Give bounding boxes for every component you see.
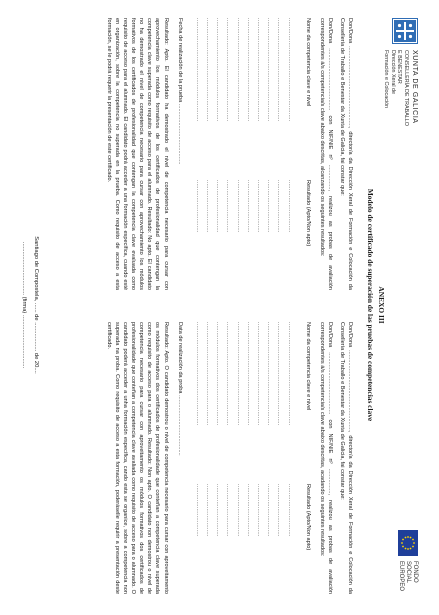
table-row: ........................................................... bbox=[194, 322, 201, 426]
test-date-line: Data de realización da proba ....................................... bbox=[176, 322, 183, 456]
table-row: ........................................................... bbox=[245, 322, 252, 426]
place-date-line: Santiago de Compostela, ...... de .................. de 20.... bbox=[33, 236, 39, 374]
annex-label: ANEXO III bbox=[377, 286, 386, 324]
table-row: ........................................................... bbox=[215, 18, 222, 122]
candidate-paragraph: Don/Dona ........................................ con NIF/NIE nº ................, realizou as probas de avaliación correspondentes á/s competencia/s clave abaixo descritas, alcanzando os seguintes resultados: bbox=[318, 18, 333, 290]
xunta-line: CONSELLERÍA DE TRABALLO bbox=[403, 50, 410, 126]
eu-flag-icon bbox=[398, 530, 418, 556]
result-cell: .............................. bbox=[225, 484, 232, 537]
result-cell: .............................. bbox=[215, 180, 222, 233]
table-row: ........................................................... bbox=[194, 18, 201, 122]
table-row: ........................................................... bbox=[266, 18, 273, 122]
table-row: ........................................................... bbox=[286, 322, 293, 426]
table-header-result: Resultado (Apto/Non apto) bbox=[304, 180, 311, 247]
result-cell: .............................. bbox=[286, 484, 293, 537]
table-header-result: Resultado (Apto/Non apto) bbox=[304, 484, 311, 551]
result-cell: .............................. bbox=[194, 484, 201, 537]
table-row: ........................................................... bbox=[276, 322, 283, 426]
result-cell: .............................. bbox=[286, 180, 293, 233]
xunta-line: Dirección Xeral de bbox=[389, 50, 396, 95]
xunta-line: E BENESTAR bbox=[396, 50, 403, 84]
certificate-column-right bbox=[99, 322, 354, 594]
result-cell: .............................. bbox=[194, 180, 201, 233]
xunta-logo bbox=[384, 18, 420, 128]
fse-line: FONDO bbox=[412, 561, 418, 583]
fse-line: SOCIAL bbox=[405, 561, 412, 584]
result-cell: .............................. bbox=[205, 484, 212, 537]
result-cell: .............................. bbox=[276, 180, 283, 233]
test-date-line: Fecha de realización de la prueba ....................................... bbox=[176, 18, 183, 165]
table-row: ........................................................... bbox=[215, 322, 222, 426]
result-cell: .............................. bbox=[256, 484, 262, 537]
result-cell: .............................. bbox=[245, 484, 252, 537]
table-header-name: Nome da competencia clave e nivel bbox=[304, 18, 311, 107]
fse-logo bbox=[384, 530, 420, 600]
candidate-paragraph: Don/Dona ........................................ con NIF/NIE nº ................, realizou as probas de avaliación correspondentes á/s competencia/s clave abaixo descritas, acadando os seguintes resultados: bbox=[318, 322, 333, 594]
table-row: ........................................................... bbox=[235, 18, 242, 122]
signature-line: ................................. (firma) ................................. bbox=[20, 241, 27, 369]
result-cell: .............................. bbox=[215, 484, 222, 537]
document-title: Modelo de certificado de superación de las pruebas de competencias clave bbox=[366, 188, 375, 422]
certificate-column-left bbox=[99, 18, 354, 290]
signature-block bbox=[19, 10, 40, 600]
result-cell: .............................. bbox=[225, 180, 232, 233]
table-row: ........................................................... bbox=[225, 322, 232, 426]
result-cell: .............................. bbox=[235, 484, 242, 537]
table-row: ........................................................... bbox=[205, 18, 212, 122]
fse-line: EUROPEO bbox=[398, 561, 405, 592]
table-header-name: Nome da competencia clave e nivel bbox=[304, 322, 311, 411]
table-row: ........................................................... bbox=[286, 18, 293, 122]
result-cell: .............................. bbox=[276, 484, 283, 537]
table-row: ........................................................... bbox=[266, 322, 273, 426]
result-explanation: Resultado: Apto. O candidato demostrou o nivel de competencia necesario para cursar con aproveitamento os módulos formativos dos certificados de profesionalidade que conteñan a competencia clave superada como requisito de acceso para o alumnado. Resultado: Non apto. O candidato non demostrou o nivel de competencia necesario para cursar con aproveitamento os módulos formativos dos certificados de profesionalidade que conteñan a competencia clave avaliada como requisito de acceso para o alumnado. O candidato poderá acceder a unha formación específica, cando esta se organice, sobre a competencia non superada na proba. Como requisito de acceso a esta formación, poderáselle requirir a presentación deste certificado. bbox=[105, 322, 169, 594]
table-row: ........................................................... bbox=[256, 322, 262, 426]
competence-table bbox=[192, 322, 312, 594]
result-cell: .............................. bbox=[245, 180, 252, 233]
table-row: ........................................................... bbox=[276, 18, 283, 122]
intro-paragraph: Don/Dona ...................................................., director/a da Dirección Xeral de Formación e Colocación da Consellería de Traballo e Benestar da Xunta de Galicia, fai constar que: bbox=[338, 322, 353, 594]
result-cell: .............................. bbox=[205, 180, 212, 233]
result-cell: .............................. bbox=[235, 180, 242, 233]
xunta-emblem-icon bbox=[392, 18, 418, 44]
result-cell: .............................. bbox=[266, 484, 273, 537]
result-cell: .............................. bbox=[256, 180, 262, 233]
rotated-document bbox=[7, 10, 432, 600]
result-explanation: Resultado: Apto. El candidato ha demostrado el nivel de competencia necesario para cursar con aprovechamiento los módulos formativos de los certificados de profesionalidad que contengan la competencia clave superada como requisito de acceso para el alumnado. Resultado: No apto. El candidato no ha demostrado el nivel de competencia necesario para cursar con aprovechamiento los módulos formativos de los certificados de profesionalidad que contengan la competencia clave evaluada como requisito de acceso para el alumnado. El candidato podrá acceder a una formación específica, cuando esté en organización, sobre la competencia no superada en la prueba. Como requisito de acceso a esta formación, se le podrá requerir la presentación de este certificado. bbox=[105, 18, 169, 290]
xunta-line: Formación e Colocación bbox=[383, 50, 389, 109]
table-row: ........................................................... bbox=[235, 322, 242, 426]
table-row: ........................................................... bbox=[256, 18, 262, 122]
competence-table bbox=[192, 18, 312, 290]
document-header bbox=[362, 10, 432, 600]
intro-paragraph: Don/Dona ...................................................., director/a da Dirección Xeral de Formación e Colocación da Consellería de Traballo e Benestar da Xunta de Galicia, fai constar que: bbox=[338, 18, 353, 290]
xunta-name: XUNTA DE GALICIA bbox=[411, 50, 418, 124]
table-row: ........................................................... bbox=[225, 18, 232, 122]
result-cell: .............................. bbox=[266, 180, 273, 233]
table-row: ........................................................... bbox=[205, 322, 212, 426]
table-row: ........................................................... bbox=[245, 18, 252, 122]
